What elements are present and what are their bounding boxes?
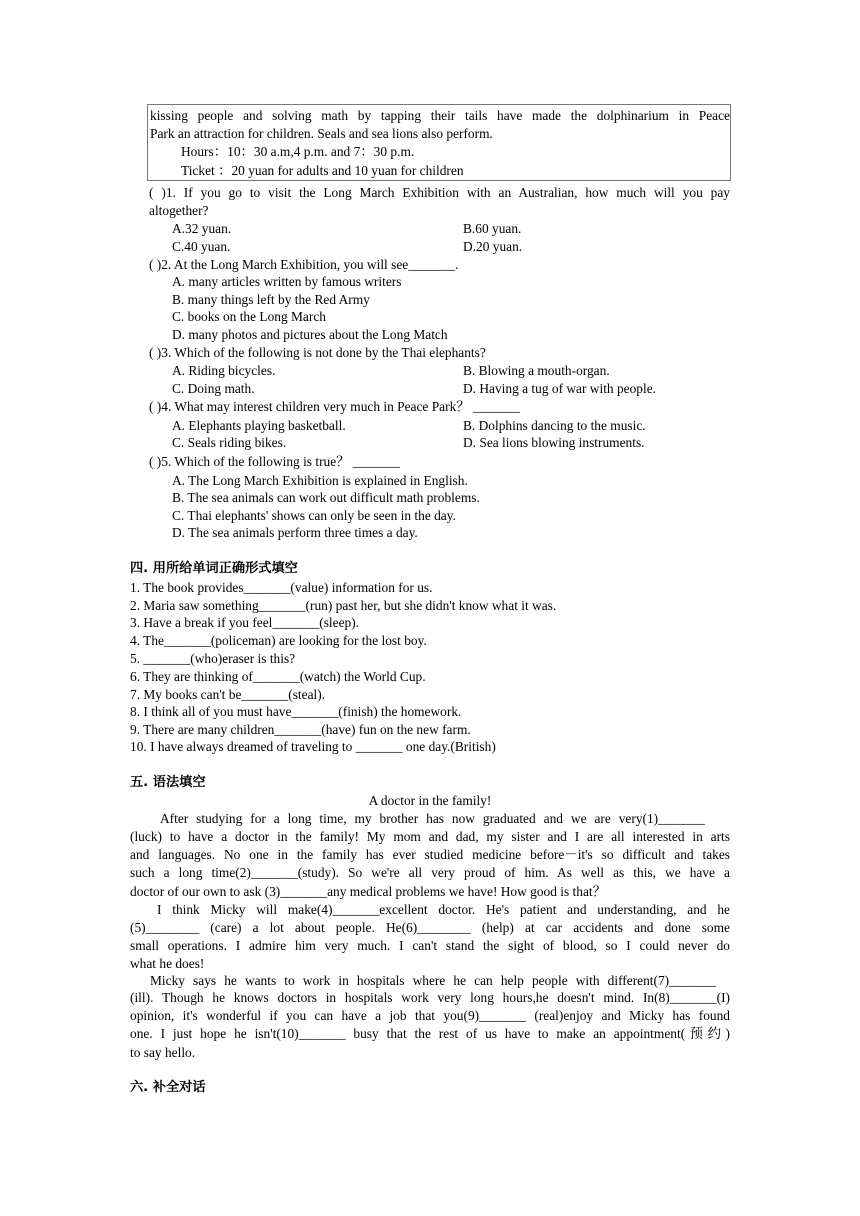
passage-line: (luck) to have a doctor in the family! My mom and dad, my sister and I are all interested in arts <box>130 829 730 844</box>
option-b: B.60 yuan. <box>463 221 522 236</box>
list-item: 6. They are thinking of_______(watch) the World Cup. <box>130 669 426 684</box>
section-heading: 六. 补全对话 <box>130 1080 206 1095</box>
option-d: D. Sea lions blowing instruments. <box>463 435 645 450</box>
list-item: 3. Have a break if you feel_______(sleep). <box>130 615 360 630</box>
passage-line: Park an attraction for children. Seals and sea lions also perform. <box>150 126 493 141</box>
option-c: C. Seals riding bikes. <box>172 435 287 450</box>
option-a: A.32 yuan. <box>172 221 232 236</box>
option-c: C. Doing math. <box>172 381 255 396</box>
list-item: 8. I think all of you must have_______(finish) the homework. <box>130 704 462 719</box>
section-heading: 四. 用所给单词正确形式填空 <box>130 561 298 576</box>
passage-line: one. I just hope he isn't(10)_______ busy that the rest of us have to make an appointment(预约) <box>130 1026 730 1041</box>
option-d: D. Having a tug of war with people. <box>463 381 657 396</box>
passage-line: and languages. No one in the family has ever studied medicine before－it's so difficult and takes <box>130 847 730 862</box>
section-heading: 五. 语法填空 <box>130 775 206 790</box>
question-stem: ( )3. Which of the following is not done by the Thai elephants? <box>149 345 486 360</box>
passage-line: such a long time(2)_______(study). So we're all very proud of him. As well as this, we have a <box>130 865 730 880</box>
passage-line: (5)________ (care) a lot about people. He(6)________ (help) at car accidents and done some <box>130 920 730 935</box>
passage-title: A doctor in the family! <box>368 793 492 808</box>
passage-line: Micky says he wants to work in hospitals where he can help people with different(7)_______ <box>150 973 716 988</box>
option-c: C.40 yuan. <box>172 239 231 254</box>
option-d: D. many photos and pictures about the Long Match <box>172 327 448 342</box>
list-item: 4. The_______(policeman) are looking for the lost boy. <box>130 633 427 648</box>
option-a: A. The Long March Exhibition is explained in English. <box>172 473 468 488</box>
passage-line: After studying for a long time, my brother has now graduated and we are very(1)_______ <box>160 811 705 826</box>
passage-ticket: Ticket ：20 yuan for adults and 10 yuan for children <box>181 163 464 178</box>
question-stem: ( )1. If you go to visit the Long March Exhibition with an Australian, how much will you pay <box>149 185 730 200</box>
list-item: 1. The book provides_______(value) information for us. <box>130 580 433 595</box>
option-d: D. The sea animals perform three times a day. <box>172 525 418 540</box>
list-item: 7. My books can't be_______(steal). <box>130 687 326 702</box>
passage-line: kissing people and solving math by tapping their tails have made the dolphinarium in Peace <box>150 108 730 123</box>
list-item: 9. There are many children_______(have) fun on the new farm. <box>130 722 471 737</box>
passage-line: small operations. I admire him very much. I can't stand the sight of blood, so I could never do <box>130 938 730 953</box>
option-b: B. many things left by the Red Army <box>172 292 370 307</box>
option-a: A. many articles written by famous writers <box>172 274 402 289</box>
passage-line: doctor of our own to ask (3)_______any medical problems we have! How good is that？ <box>130 884 607 899</box>
option-b: B. Blowing a mouth-organ. <box>463 363 610 378</box>
passage-line: (ill). Though he knows doctors in hospitals work very long hours,he doesn't mind. In(8)_______(I) <box>130 990 730 1005</box>
list-item: 2. Maria saw something_______(run) past her, but she didn't know what it was. <box>130 598 557 613</box>
passage-hours: Hours：10：30 a.m,4 p.m. and 7：30 p.m. <box>181 144 415 159</box>
option-c: C. Thai elephants' shows can only be seen in the day. <box>172 508 456 523</box>
passage-line: opinion, it's wonderful if you can have a job that you(9)_______ (real)enjoy and Micky has found <box>130 1008 730 1023</box>
option-b: B. Dolphins dancing to the music. <box>463 418 646 433</box>
option-a: A. Elephants playing basketball. <box>172 418 346 433</box>
list-item: 10. I have always dreamed of traveling to _______ one day.(British) <box>130 739 496 754</box>
option-a: A. Riding bicycles. <box>172 363 276 378</box>
option-b: B. The sea animals can work out difficult math problems. <box>172 490 480 505</box>
passage-line: to say hello. <box>130 1045 196 1060</box>
option-d: D.20 yuan. <box>463 239 523 254</box>
passage-line: I think Micky will make(4)_______excellent doctor. He's patient and understanding, and he <box>157 902 730 917</box>
passage-line: what he does! <box>130 956 205 971</box>
list-item: 5. _______(who)eraser is this? <box>130 651 296 666</box>
question-stem: ( )4. What may interest children very much in Peace Park？ _______ <box>149 399 520 414</box>
question-stem: ( )5. Which of the following is true？ _______ <box>149 454 400 469</box>
question-stem: ( )2. At the Long March Exhibition, you will see_______. <box>149 257 459 272</box>
question-stem: altogether? <box>149 203 209 218</box>
option-c: C. books on the Long March <box>172 309 326 324</box>
